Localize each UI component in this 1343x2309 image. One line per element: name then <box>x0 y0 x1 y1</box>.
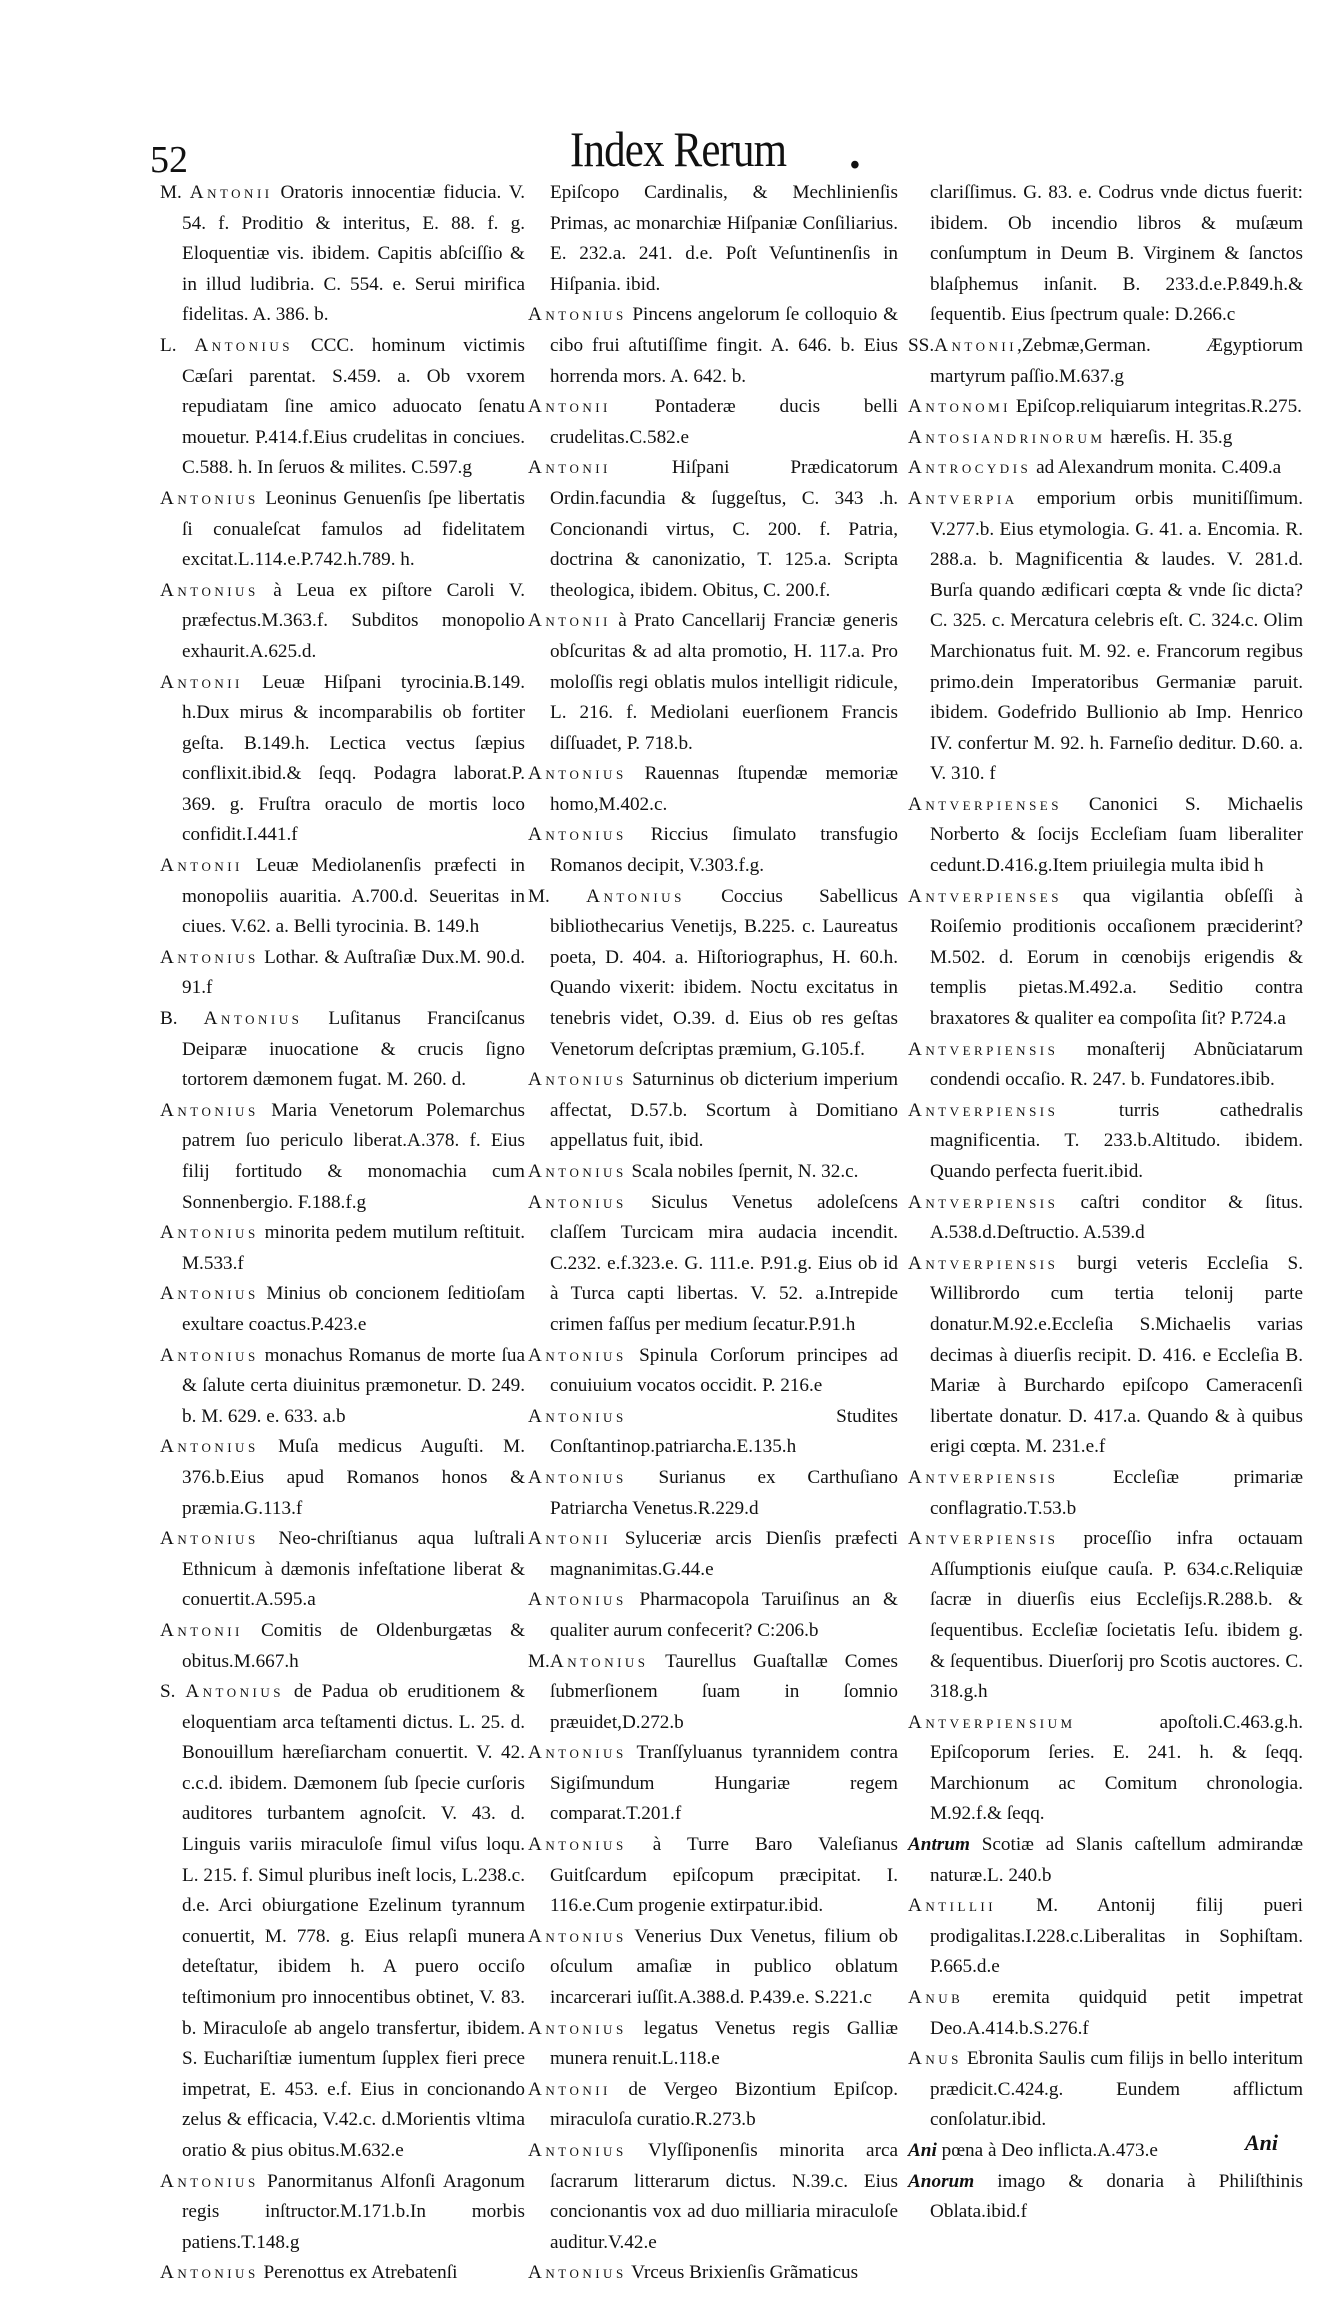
entry-headword: Antrocydis <box>908 457 1032 479</box>
entry-text: de Padua ob eruditionem & eloquentiam arca teſtamenti dictus. L. 25. d. Bonouillum hæreſiarcham conuertit. V. 42. c.c.d. ibidem. Dæmonem ſub ſpecie curſoris auditores turbantem agnoſcit. V. 43. d. Linguis variis miraculoſe ſimul viſus loqu. L. 215. f. Simul pluribus ineſt locis, L.238.c. d.e. Arci obiurgatione Ezelinum tyrannum conuertit, M. 778. g. Eius relapſi munera deteſtatur, ibidem h. A puero occiſo teſtimonium pro innocentibus obtinet, V. 83. b. Miraculoſe ab angelo transfertur, ibidem. S. Euchariſtiæ iumentum ſupplex fieri prece impetrat, E. 453. e.f. Eius in concionando zelus & efficacia, V.42.c. d.Morientis vltima oratio & pius obitus.M.632.e <box>182 1681 525 2161</box>
index-entry <box>160 943 525 1004</box>
entry-headword: Antonius <box>160 1222 259 1244</box>
entry-headword: Antonius <box>194 334 294 356</box>
index-column-2 <box>528 178 898 2289</box>
entry-text: pœna à Deo inflicta.A.473.e <box>936 2140 1158 2161</box>
entry-text: Epiſcop.reliquiarum integritas.R.275. <box>1011 396 1302 418</box>
entry-text: Maria Venetorum Polemarchus patrem ſuo periculo liberat.A.378. f. Eius filij fortitudo & monomachia cum Sonnenbergio. F.188.f.g <box>182 1099 525 1213</box>
index-entry <box>528 1922 898 2014</box>
entry-text: Vrceus Brixienſis Grãmaticus <box>626 2262 859 2284</box>
index-entry <box>528 2075 898 2136</box>
entry-text: Lothar. & Auſtraſiæ Dux.M. 90.d. 91.f <box>182 946 525 999</box>
entry-headword: Antonii <box>528 457 611 479</box>
index-entry <box>160 484 525 576</box>
catchword: Ani <box>1245 2130 1279 2155</box>
entry-headword: Anub <box>908 1987 964 2009</box>
index-entry <box>528 1738 898 1830</box>
entry-prefix: L. <box>160 334 195 356</box>
entry-text: minorita pedem mutilum reſtituit. M.533.f <box>182 1222 525 1274</box>
entry-text: CCC. hominum victimis Cæſari parentat. S.459. a. Ob vxorem repudiatam ſine amico aduocato ſenatu mouetur. P.414.f.Eius crudelitas in conciues. C.588. h. In ſeruos & milites. C.597.g <box>182 334 525 479</box>
entry-headword: Antonii <box>934 334 1018 356</box>
entry-text: Leoninus Genuenſis ſpe libertatis ſi conualeſcat famulos ad fidelitatem excitat.L.114.e.P.742.h.789. h. <box>182 487 525 571</box>
index-entry <box>908 1983 1303 2044</box>
entry-headword: Antonius <box>528 1925 627 1947</box>
entry-headword: Antonius <box>528 824 627 846</box>
entry-headword: Antonii <box>160 1619 243 1641</box>
entry-headword: Antverpiensis <box>908 1099 1059 1121</box>
index-entry <box>908 1463 1303 1524</box>
head-ornament: • <box>850 150 860 181</box>
index-entry <box>528 1585 898 1646</box>
index-entry <box>160 2258 525 2289</box>
index-entry <box>908 2136 1303 2167</box>
entry-headword: Antonius <box>160 1283 259 1305</box>
entry-text: de Vergeo Bizontium Epiſcop. miraculoſa curatio.R.273.b <box>550 2078 898 2131</box>
entry-headword: Antonius <box>528 2262 627 2284</box>
entry-headword: Anorum <box>908 2170 975 2192</box>
entry-headword: Antverpiensis <box>908 1191 1059 1213</box>
entry-headword: Antverpienses <box>908 885 1062 907</box>
entry-text: Rauennas ſtupendæ memoriæ homo,M.402.c. <box>550 763 898 815</box>
index-entry <box>908 2167 1303 2228</box>
entry-prefix: M. <box>528 885 587 907</box>
entry-headword: Antverpienses <box>908 793 1062 815</box>
index-entry <box>528 453 898 606</box>
entry-text: Tranſſyluanus tyrannidem contra Sigiſmundum Hungariæ regem comparat.T.201.f <box>550 1742 898 1825</box>
entry-text: monachus Romanus de morte ſua & ſalute certa diuinitus præmonetur. D. 249. b. M. 629. e. 633. a.b <box>182 1344 525 1427</box>
entry-text: Hiſpani Prædicatorum Ordin.facundia & ſuggeſtus, C. 343 .h. Concionandi virtus, C. 200. f. Patria, doctrina & canonizatio, T. 125.a. Scripta theologica, ibidem. Obitus, C. 200.f. <box>550 457 898 601</box>
index-entry <box>160 576 525 668</box>
index-entry <box>528 1188 898 1341</box>
index-entry <box>908 1035 1303 1096</box>
entry-text: ,Zebmæ,German. Ægyptiorum martyrum paſſio.M.637.g <box>930 334 1303 387</box>
entry-text: Canonici S. Michaelis Norberto & ſocijs Eccleſiam ſuam liberaliter cedunt.D.416.g.Item priuilegia multa ibid h <box>930 793 1303 877</box>
entry-text: burgi veteris Eccleſia S. Willibrordo cum tertia telonij parte donatur.M.92.e.Eccleſia S.Michaelis varias decimas à diuerſis recipit. D. 416. e Eccleſia B. Mariæ à Burchardo epiſcopo Cameracenſi libertate donatur. D. 417.a. Quando & à quibus erigi cœpta. M. 231.e.f <box>930 1252 1303 1458</box>
entry-text: ad Alexandrum monita. C.409.a <box>1031 457 1282 479</box>
entry-text: Pharmacopola Taruiſinus an & qualiter aurum confecerit? C:206.b <box>550 1589 898 1641</box>
index-entry <box>528 1402 898 1463</box>
entry-headword: Antonius <box>528 2140 627 2161</box>
entry-text: apoſtoli.C.463.g.h. Epiſcoporum ſeries. E. 241. h. & ſeqq. Marchionum ac Comitum chronologia. M.92.f.& ſeqq. <box>930 1711 1303 1825</box>
index-entry <box>160 1004 525 1096</box>
entry-headword: Antillii <box>908 1895 997 1917</box>
entry-headword: Antonius <box>528 1834 627 1856</box>
entry-headword: Ani <box>908 2140 937 2161</box>
index-entry <box>160 1341 525 1433</box>
entry-text: Panormitanus Alfonſi Aragonum regis inſtructor.M.171.b.In morbis patiens.T.148.g <box>182 2170 525 2253</box>
index-column-3 <box>908 178 1303 2228</box>
index-entry <box>160 668 525 852</box>
index-entry <box>160 178 525 331</box>
entry-headword: Antonius <box>528 763 627 785</box>
entry-text: Surianus ex Carthuſiano Patriarcha Venetus.R.229.d <box>550 1466 898 1519</box>
index-entry <box>528 606 898 759</box>
entry-text: Ebronita Saulis cum filijs in bello interitum prædicit.C.424.g. Eundem afflictum conſolatur.ibid. <box>930 2048 1303 2131</box>
entry-text: Siculus Venetus adoleſcens claſſem Turcicam mira audacia incendit. C.232. e.f.323.e. G. 111.e. P.91.g. Eius ob id à Turca capti libertas. V. 52. a.Intrepide crimen faſſus per medium ſecatur.P.91.h <box>550 1191 898 1335</box>
entry-text: Luſitanus Franciſcanus Deiparæ inuocatione & crucis ſigno tortorem dæmonem fugat. M. 260. d. <box>182 1008 525 1091</box>
entry-headword: Antonius <box>160 946 259 968</box>
entry-headword: Antonius <box>160 2170 259 2192</box>
entry-text: hæreſis. H. 35.g <box>1105 426 1233 448</box>
index-entry-continuation <box>528 178 898 300</box>
index-entry <box>528 1830 898 1922</box>
index-entry <box>528 882 898 1066</box>
index-entry <box>908 392 1303 423</box>
entry-text: à Leua ex piſtore Caroli V. præfectus.M.363.f. Subditos monopolio exhaurit.A.625.d. <box>182 579 525 662</box>
index-entry <box>160 1616 525 1677</box>
entry-headword: Antonius <box>528 1405 627 1427</box>
entry-headword: Antonius <box>528 1742 627 1764</box>
entry-headword: Antverpiensis <box>908 1252 1059 1274</box>
index-entry <box>160 1432 525 1524</box>
entry-headword: Antonomi <box>908 396 1012 418</box>
index-entry <box>160 1096 525 1218</box>
entry-text: eremita quidquid petit impetrat Deo.A.414.b.S.276.f <box>930 1987 1303 2039</box>
entry-headword: Antosiandrinorum <box>908 426 1106 448</box>
entry-text: Scotiæ ad Slanis caſtellum admirandæ naturæ.L. 240.b <box>930 1834 1303 1886</box>
entry-headword: Antonius <box>160 1344 259 1366</box>
entry-headword: Antonius <box>528 1069 627 1091</box>
entry-headword: Antonius <box>203 1008 303 1030</box>
entry-text: monaſterij Abnũciatarum condendi occaſio. R. 247. b. Fundatores.ibib. <box>930 1038 1303 1091</box>
entry-text: Scala nobiles ſpernit, N. 32.c. <box>626 1161 859 1182</box>
index-entry <box>908 423 1303 454</box>
entry-text: Syluceriæ arcis Dienſis præfecti magnanimitas.G.44.e <box>550 1528 898 1580</box>
entry-text: Taurellus Guaſtallæ Comes ſubmerſionem ſuam in ſomnio præuidet,D.272.b <box>550 1650 898 1733</box>
index-entry <box>908 1830 1303 1891</box>
index-entry-continuation <box>908 178 1303 331</box>
entry-headword: Antonius <box>160 487 259 509</box>
index-entry <box>528 300 898 392</box>
entry-text: Muſa medicus Auguſti. M. 376.b.Eius apud Romanos honos & præmia.G.113.f <box>182 1436 525 1519</box>
index-entry <box>908 1708 1303 1830</box>
entry-headword: Antverpia <box>908 487 1018 509</box>
entry-headword: Antonius <box>528 2017 627 2039</box>
index-entry <box>160 851 525 943</box>
index-entry <box>908 882 1303 1035</box>
index-entry <box>160 331 525 484</box>
entry-text: emporium orbis munitiſſimum. V.277.b. Eius etymologia. G. 41. a. Encomia. R. 288.a. b. Magnificentia & laudes. V. 281.d. Burſa quando ædificari cœpta & vnde ſic dicta? C. 325. c. Mercatura celebris eſt. C. 324.c. Olim Marchionatus fuit. M. 92. e. Francorum regibus primo.dein Imperatoribus Germaniæ paruit. ibidem. Godefrido Bullionio ab Imp. Henrico IV. confertur M. 92. h. Farneſio deditur. D.60. a. V. 310. f <box>930 487 1303 785</box>
entry-text: caſtri conditor & ſitus. A.538.d.Deſtructio. A.539.d <box>930 1191 1303 1244</box>
entry-text: Studites Conſtantinop.patriarcha.E.135.h <box>550 1405 898 1458</box>
index-entry <box>908 790 1303 882</box>
entry-text: à Turre Baro Valeſianus Guitſcardum epiſcopum præcipitat. I. 116.e.Cum progenie extirpatur.ibid. <box>550 1834 898 1917</box>
entry-text: Spinula Corſorum principes ad conuiuium vocatos occidit. P. 216.e <box>550 1344 898 1397</box>
index-column-1 <box>160 178 525 2289</box>
entry-text: Leuæ Hiſpani tyrocinia.B.149. h.Dux mirus & incomparabilis ob fortiter geſta. B.149.h. Lectica vectus ſæpius conflixit.ibid.& ſeqq. Podagra laborat.P. 369. g. Fruſtra oraculo de mortis loco confidit.I.441.f <box>182 671 525 846</box>
entry-prefix: B. <box>160 1008 204 1030</box>
index-entry <box>160 1279 525 1340</box>
entry-text: imago & donaria à Philiſthinis Oblata.ibid.f <box>930 2170 1303 2223</box>
entry-headword: Antonii <box>528 396 611 418</box>
entry-text: Minius ob concionem ſeditioſam exultare coactus.P.423.e <box>182 1283 525 1335</box>
entry-headword: Antonius <box>160 579 259 601</box>
index-entry <box>160 2167 525 2259</box>
entry-headword: Antonius <box>528 1466 627 1488</box>
entry-headword: Antonius <box>549 1650 649 1672</box>
index-entry <box>528 1341 898 1402</box>
entry-headword: Antonius <box>528 1589 627 1611</box>
entry-text: Riccius ſimulato transfugio Romanos decipit, V.303.f.g. <box>550 824 898 877</box>
index-entry <box>908 1188 1303 1249</box>
entry-headword: Antonii <box>528 1528 611 1550</box>
entry-text: Leuæ Mediolanenſis præfecti in monopoliis auaritia. A.700.d. Seueritas in ciues. V.62. a. Belli tyrocinia. B. 149.h <box>182 855 525 938</box>
entry-headword: Antverpiensis <box>908 1528 1059 1550</box>
entry-headword: Antverpiensium <box>908 1711 1076 1733</box>
entry-headword: Antonii <box>160 671 243 693</box>
entry-headword: Antonius <box>185 1681 284 1703</box>
index-entry <box>160 1524 525 1616</box>
index-entry <box>528 1647 898 1739</box>
entry-text: Saturninus ob dicterium imperium affectat, D.57.b. Scortum à Domitiano appellatus fuit, ibid. <box>550 1069 898 1152</box>
entry-headword: Antonius <box>160 1436 259 1458</box>
index-entry <box>528 2014 898 2075</box>
entry-headword: Anus <box>908 2048 962 2070</box>
entry-headword: Antonius <box>528 304 627 326</box>
entry-headword: Antverpiensis <box>908 1466 1059 1488</box>
entry-text: Venerius Dux Venetus, filium ob oſculum amaſiæ in publico oblatum incarcerari iuſſit.A.388.d. P.439.e. S.221.c <box>550 1925 898 2009</box>
index-entry <box>908 1891 1303 1983</box>
entry-text: Eccleſiæ primariæ conflagratio.T.53.b <box>930 1466 1303 1519</box>
index-entry <box>908 484 1303 790</box>
index-entry <box>528 1463 898 1524</box>
entry-text: Vlyſſiponenſis minorita arca ſacrarum litterarum dictus. N.39.c. Eius concionantis vox ad duo milliaria miraculoſe auditur.V.42.e <box>550 2140 898 2253</box>
entry-headword: Antonius <box>160 1528 259 1550</box>
index-entry <box>908 1249 1303 1463</box>
index-entry <box>528 1065 898 1157</box>
entry-text: Perenottus ex Atrebatenſi <box>258 2262 458 2284</box>
index-entry <box>908 1096 1303 1188</box>
entry-headword: Antverpiensis <box>908 1038 1059 1060</box>
index-entry <box>528 2258 898 2289</box>
entry-headword: Antonius <box>528 1191 627 1213</box>
entry-headword: Antonius <box>528 1344 627 1366</box>
entry-headword: Antonius <box>160 2262 259 2284</box>
entry-headword: Antonius <box>586 885 685 907</box>
index-entry <box>160 1218 525 1279</box>
entry-prefix: SS. <box>908 334 935 356</box>
index-entry <box>528 1524 898 1585</box>
entry-text: à Prato Cancellarij Franciæ generis obſcuritas & ad alta promotio, H. 117.a. Pro moloſſis regi oblatis mulos intelligit ridicule, L. 216. f. Mediolani euerſionem Francis diſſuadet, P. 718.b. <box>550 610 898 754</box>
index-entry <box>528 759 898 820</box>
index-entry <box>528 820 898 881</box>
entry-text: Neo-chriſtianus aqua luſtrali Ethnicum à dæmonis infeſtatione liberat & conuertit.A.595.a <box>182 1528 525 1611</box>
entry-text: qua vigilantia obſeſſi à Roiſemio proditionis occaſionem præciderint? M.502. d. Eorum in cœnobijs erigendis & templis pietas.M.492.a. Seditio contra braxatores & qualiter ea compoſita ſit? P.724.a <box>930 885 1303 1030</box>
entry-text: Pincens angelorum ſe colloquio & cibo frui aſtutiſſime fingit. A. 646. b. Eius horrenda mors. A. 642. b. <box>550 304 898 387</box>
entry-headword: Antonius <box>528 1161 627 1182</box>
entry-text: Pontaderæ ducis belli crudelitas.C.582.e <box>550 396 898 448</box>
entry-text: Oratoris innocentiæ fiducia. V. 54. f. Proditio & interitus, E. 88. f. g. Eloquentiæ vis. ibidem. Capitis abſciſſio & in illud ludibria. C. 554. e. Serui mirifica fidelitas. A. 386. b. <box>182 182 525 326</box>
entry-prefix: S. <box>160 1681 186 1703</box>
index-entry <box>528 392 898 453</box>
entry-headword: Antonius <box>160 1099 259 1121</box>
running-head: Index Rerum <box>570 121 787 177</box>
entry-text: M. Antonij filij pueri prodigalitas.I.228.c.Liberalitas in Sophiſtam. P.665.d.e <box>930 1895 1303 1978</box>
entry-headword: Antonii <box>528 2078 611 2100</box>
page-number: 52 <box>150 139 188 181</box>
index-entry <box>908 331 1303 392</box>
entry-prefix: M. <box>528 1650 550 1672</box>
entry-headword: Antonii <box>189 182 273 203</box>
entry-text: legatus Venetus regis Galliæ munera renuit.L.118.e <box>550 2017 898 2070</box>
index-entry <box>908 2044 1303 2136</box>
index-entry <box>528 1157 898 1188</box>
entry-prefix: M. <box>160 182 190 203</box>
index-entry <box>908 1524 1303 1708</box>
index-entry <box>160 1677 525 2167</box>
entry-headword: Antonii <box>528 610 611 632</box>
entry-text: Epiſcopo Cardinalis, & Mechlinienſis Primas, ac monarchiæ Hiſpaniæ Conſiliarius. E. 232.a. 241. d.e. Poſt Veſuntinenſis in Hiſpania. ibid. <box>550 182 898 295</box>
index-entry <box>528 2136 898 2258</box>
entry-headword: Antonii <box>160 855 243 877</box>
entry-text: proceſſio infra octauam Aſſumptionis eiuſque cauſa. P. 634.c.Reliquiæ ſacræ in diuerſis eius Eccleſijs.R.288.b. & ſequentibus. Eccleſiæ ſocietatis Ieſu. ibidem g. & ſequentibus. Diuerſorij pro Scotis auctores. C. 318.g.h <box>930 1528 1303 1703</box>
entry-text: Coccius Sabellicus bibliothecarius Venetijs, B.225. c. Laureatus poeta, D. 404. a. Hiſtoriographus, H. 60.h. Quando vixerit: ibidem. Noctu excitatus in tenebris videt, O.39. d. Eius ob res geſtas Venetorum deſcriptas præmium, G.105.f. <box>550 885 899 1060</box>
entry-headword: Antrum <box>908 1834 970 1856</box>
entry-text: Comitis de Oldenburgætas & obitus.M.667.h <box>182 1619 525 1672</box>
entry-text: turris cathedralis magnificentia. T. 233.b.Altitudo. ibidem. Quando perfecta fuerit.ibid. <box>930 1099 1303 1182</box>
index-entry <box>908 453 1303 484</box>
entry-text: clariſſimus. G. 83. e. Codrus vnde dictus fuerit: ibidem. Ob incendio libros & muſæum conſumptum in Deum B. Virginem & ſanctos blaſphemus inſanit. B. 233.d.e.P.849.h.& ſequentib. Eius ſpectrum quale: D.266.c <box>930 182 1303 326</box>
